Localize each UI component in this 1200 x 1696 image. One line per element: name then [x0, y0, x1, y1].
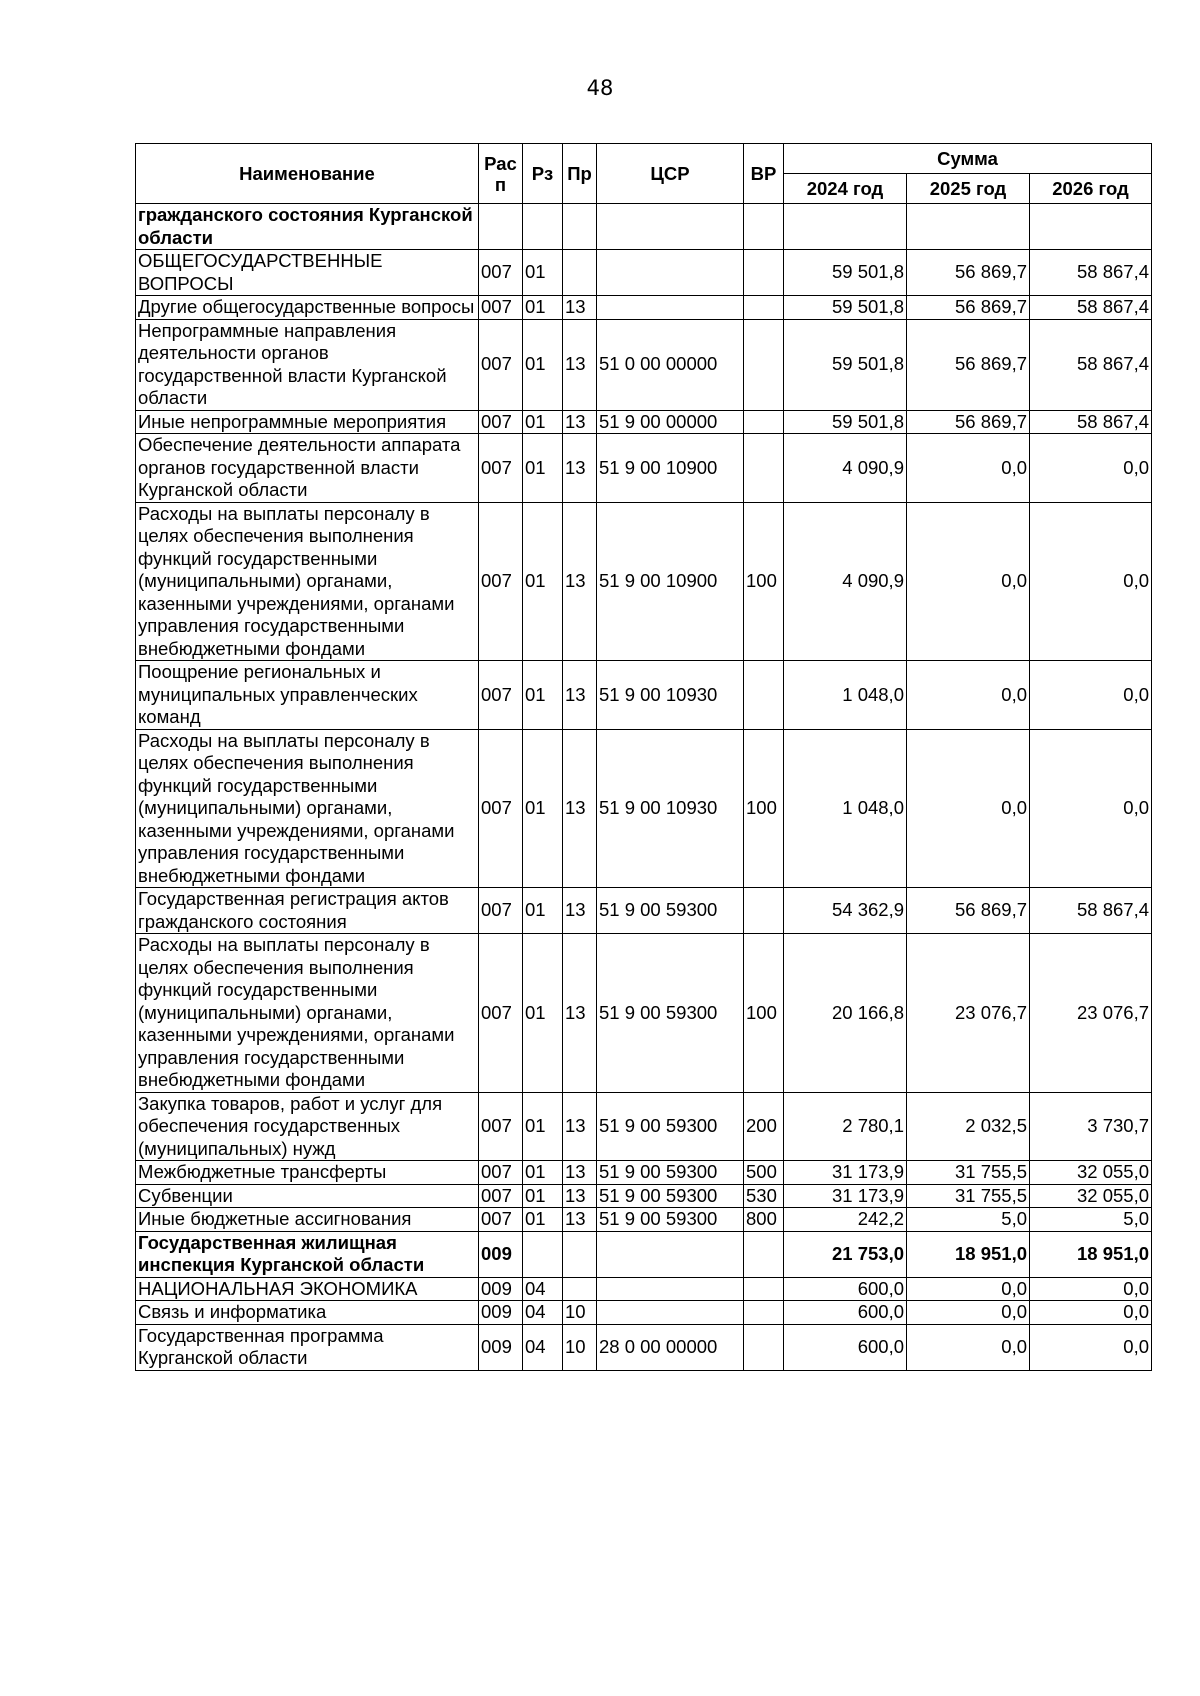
cell-csr: 28 0 00 00000	[597, 1324, 744, 1370]
cell-2025	[907, 204, 1030, 250]
cell-rz	[523, 1231, 563, 1277]
cell-name: Расходы на выплаты персоналу в целях обеспечения выполнения функций государственными (муниципальными) органами, казенными учреждениями, органами управления государственными внебюджетными фондами	[136, 934, 479, 1093]
cell-csr	[597, 1301, 744, 1325]
table-row	[136, 502, 1152, 661]
header-pr: Пр	[563, 144, 597, 204]
cell-csr: 51 0 00 00000	[597, 319, 744, 410]
cell-vr: 800	[744, 1208, 784, 1232]
cell-rasp: 007	[479, 410, 523, 434]
budget-table	[135, 143, 1152, 1371]
header-2024: 2024 год	[784, 174, 907, 204]
cell-2025: 0,0	[907, 729, 1030, 888]
table-row	[136, 434, 1152, 503]
cell-rasp: 009	[479, 1301, 523, 1325]
cell-2025: 18 951,0	[907, 1231, 1030, 1277]
header-csr: ЦСР	[597, 144, 744, 204]
header-rz: Рз	[523, 144, 563, 204]
cell-vr: 100	[744, 502, 784, 661]
cell-csr: 51 9 00 59300	[597, 934, 744, 1093]
table-row	[136, 1184, 1152, 1208]
cell-name: Расходы на выплаты персоналу в целях обеспечения выполнения функций государственными (муниципальными) органами, казенными учреждениями, органами управления государственными внебюджетными фондами	[136, 729, 479, 888]
cell-2026: 58 867,4	[1030, 888, 1152, 934]
cell-csr: 51 9 00 00000	[597, 410, 744, 434]
cell-2025: 56 869,7	[907, 319, 1030, 410]
cell-2024: 21 753,0	[784, 1231, 907, 1277]
cell-vr: 200	[744, 1092, 784, 1161]
cell-name: Поощрение региональных и муниципальных управленческих команд	[136, 661, 479, 730]
cell-2025: 0,0	[907, 1324, 1030, 1370]
cell-pr: 13	[563, 934, 597, 1093]
cell-csr: 51 9 00 10930	[597, 729, 744, 888]
cell-pr: 13	[563, 1161, 597, 1185]
cell-pr: 13	[563, 319, 597, 410]
cell-rasp: 007	[479, 729, 523, 888]
cell-rasp: 007	[479, 1208, 523, 1232]
cell-name: Государственная регистрация актов гражданского состояния	[136, 888, 479, 934]
cell-2024: 4 090,9	[784, 502, 907, 661]
header-rasp	[479, 144, 523, 204]
table-row	[136, 296, 1152, 320]
cell-name: Расходы на выплаты персоналу в целях обеспечения выполнения функций государственными (муниципальными) органами, казенными учреждениями, органами управления государственными внебюджетными фондами	[136, 502, 479, 661]
cell-rasp: 007	[479, 296, 523, 320]
cell-rasp: 007	[479, 1161, 523, 1185]
cell-vr	[744, 250, 784, 296]
table-header	[136, 144, 1152, 204]
cell-rz: 01	[523, 934, 563, 1093]
cell-2026: 58 867,4	[1030, 410, 1152, 434]
cell-rz: 01	[523, 410, 563, 434]
cell-vr	[744, 434, 784, 503]
cell-pr	[563, 204, 597, 250]
cell-2026: 23 076,7	[1030, 934, 1152, 1093]
cell-pr: 10	[563, 1301, 597, 1325]
table-row	[136, 1301, 1152, 1325]
cell-2025: 5,0	[907, 1208, 1030, 1232]
cell-rz: 01	[523, 250, 563, 296]
cell-2026	[1030, 204, 1152, 250]
cell-rasp: 007	[479, 434, 523, 503]
cell-rz: 01	[523, 1208, 563, 1232]
cell-rasp	[479, 204, 523, 250]
cell-rz: 04	[523, 1324, 563, 1370]
cell-csr: 51 9 00 59300	[597, 888, 744, 934]
cell-2024: 1 048,0	[784, 729, 907, 888]
cell-2026: 0,0	[1030, 502, 1152, 661]
cell-name: Иные непрограммные мероприятия	[136, 410, 479, 434]
cell-2024: 20 166,8	[784, 934, 907, 1093]
cell-rasp: 007	[479, 888, 523, 934]
cell-vr	[744, 661, 784, 730]
cell-csr: 51 9 00 59300	[597, 1184, 744, 1208]
cell-2025: 31 755,5	[907, 1184, 1030, 1208]
cell-pr: 13	[563, 296, 597, 320]
cell-2025: 0,0	[907, 1301, 1030, 1325]
cell-rz: 01	[523, 296, 563, 320]
cell-vr	[744, 1231, 784, 1277]
table-row	[136, 410, 1152, 434]
cell-pr: 13	[563, 729, 597, 888]
cell-2024: 600,0	[784, 1324, 907, 1370]
cell-2024: 1 048,0	[784, 661, 907, 730]
cell-2025: 56 869,7	[907, 888, 1030, 934]
cell-name: Закупка товаров, работ и услуг для обеспечения государственных (муниципальных) нужд	[136, 1092, 479, 1161]
header-rasp-line1: Рас	[484, 152, 517, 174]
cell-pr: 13	[563, 1092, 597, 1161]
header-vr: ВР	[744, 144, 784, 204]
header-rasp-line2: п	[494, 173, 507, 195]
cell-2026: 0,0	[1030, 1324, 1152, 1370]
cell-csr: 51 9 00 10930	[597, 661, 744, 730]
cell-name: Государственная программа Курганской области	[136, 1324, 479, 1370]
cell-name: Связь и информатика	[136, 1301, 479, 1325]
cell-csr	[597, 296, 744, 320]
cell-2025: 0,0	[907, 661, 1030, 730]
cell-2025: 2 032,5	[907, 1092, 1030, 1161]
table-row	[136, 888, 1152, 934]
cell-pr: 13	[563, 410, 597, 434]
cell-2026: 0,0	[1030, 434, 1152, 503]
cell-vr	[744, 888, 784, 934]
cell-vr	[744, 1324, 784, 1370]
cell-2026: 58 867,4	[1030, 296, 1152, 320]
cell-csr: 51 9 00 59300	[597, 1161, 744, 1185]
cell-pr: 13	[563, 888, 597, 934]
cell-rz: 01	[523, 888, 563, 934]
cell-2024: 59 501,8	[784, 410, 907, 434]
table-row	[136, 250, 1152, 296]
header-2025: 2025 год	[907, 174, 1030, 204]
cell-vr: 100	[744, 934, 784, 1093]
cell-rz: 01	[523, 434, 563, 503]
cell-2024: 600,0	[784, 1277, 907, 1301]
cell-2024: 4 090,9	[784, 434, 907, 503]
cell-csr: 51 9 00 10900	[597, 502, 744, 661]
cell-pr: 13	[563, 661, 597, 730]
table-row	[136, 661, 1152, 730]
cell-2026: 32 055,0	[1030, 1184, 1152, 1208]
cell-rz: 04	[523, 1277, 563, 1301]
cell-name: Государственная жилищная инспекция Курганской области	[136, 1231, 479, 1277]
cell-2024: 600,0	[784, 1301, 907, 1325]
cell-rz: 01	[523, 502, 563, 661]
table-row	[136, 1092, 1152, 1161]
cell-csr: 51 9 00 10900	[597, 434, 744, 503]
cell-name: Иные бюджетные ассигнования	[136, 1208, 479, 1232]
cell-name: Субвенции	[136, 1184, 479, 1208]
cell-2024: 59 501,8	[784, 296, 907, 320]
cell-rasp: 009	[479, 1231, 523, 1277]
cell-rz: 01	[523, 661, 563, 730]
cell-vr: 100	[744, 729, 784, 888]
cell-vr	[744, 1301, 784, 1325]
table-row	[136, 204, 1152, 250]
cell-2025: 0,0	[907, 1277, 1030, 1301]
cell-2026: 58 867,4	[1030, 250, 1152, 296]
cell-2025: 31 755,5	[907, 1161, 1030, 1185]
cell-pr: 13	[563, 502, 597, 661]
cell-vr	[744, 1277, 784, 1301]
cell-2024: 31 173,9	[784, 1184, 907, 1208]
cell-2024: 59 501,8	[784, 319, 907, 410]
cell-2026: 0,0	[1030, 729, 1152, 888]
header-2026: 2026 год	[1030, 174, 1152, 204]
table-body	[136, 204, 1152, 1371]
cell-rasp: 007	[479, 502, 523, 661]
cell-pr: 10	[563, 1324, 597, 1370]
header-name: Наименование	[136, 144, 479, 204]
table-row	[136, 1277, 1152, 1301]
cell-rasp: 007	[479, 934, 523, 1093]
cell-name: Обеспечение деятельности аппарата органов государственной власти Курганской области	[136, 434, 479, 503]
cell-2026: 32 055,0	[1030, 1161, 1152, 1185]
cell-pr	[563, 250, 597, 296]
table-row	[136, 934, 1152, 1093]
cell-rz: 01	[523, 1092, 563, 1161]
cell-vr: 530	[744, 1184, 784, 1208]
cell-2025: 23 076,7	[907, 934, 1030, 1093]
cell-rz: 01	[523, 1184, 563, 1208]
cell-2025: 56 869,7	[907, 250, 1030, 296]
cell-2024: 31 173,9	[784, 1161, 907, 1185]
cell-name: Другие общегосударственные вопросы	[136, 296, 479, 320]
cell-rasp: 007	[479, 661, 523, 730]
cell-2026: 0,0	[1030, 661, 1152, 730]
cell-rasp: 007	[479, 250, 523, 296]
cell-csr	[597, 250, 744, 296]
cell-name: Межбюджетные трансферты	[136, 1161, 479, 1185]
cell-csr	[597, 1277, 744, 1301]
cell-2025: 0,0	[907, 434, 1030, 503]
cell-rasp: 007	[479, 1092, 523, 1161]
cell-pr: 13	[563, 1184, 597, 1208]
cell-csr: 51 9 00 59300	[597, 1208, 744, 1232]
cell-2024	[784, 204, 907, 250]
cell-pr	[563, 1231, 597, 1277]
table-row	[136, 1161, 1152, 1185]
cell-2026: 18 951,0	[1030, 1231, 1152, 1277]
cell-2026: 58 867,4	[1030, 319, 1152, 410]
cell-pr	[563, 1277, 597, 1301]
cell-rz	[523, 204, 563, 250]
cell-vr: 500	[744, 1161, 784, 1185]
cell-rz: 01	[523, 729, 563, 888]
cell-rasp: 009	[479, 1277, 523, 1301]
cell-rasp: 007	[479, 319, 523, 410]
cell-2026: 5,0	[1030, 1208, 1152, 1232]
cell-2026: 0,0	[1030, 1301, 1152, 1325]
cell-2025: 56 869,7	[907, 410, 1030, 434]
cell-rz: 01	[523, 1161, 563, 1185]
page-number: 48	[586, 76, 614, 100]
cell-pr: 13	[563, 1208, 597, 1232]
table-row	[136, 729, 1152, 888]
cell-name: НАЦИОНАЛЬНАЯ ЭКОНОМИКА	[136, 1277, 479, 1301]
cell-vr	[744, 410, 784, 434]
cell-rz: 01	[523, 319, 563, 410]
cell-csr: 51 9 00 59300	[597, 1092, 744, 1161]
table-row	[136, 319, 1152, 410]
cell-2025: 56 869,7	[907, 296, 1030, 320]
table-row	[136, 1208, 1152, 1232]
cell-csr	[597, 1231, 744, 1277]
cell-2024: 54 362,9	[784, 888, 907, 934]
cell-vr	[744, 296, 784, 320]
header-sum: Сумма	[784, 144, 1152, 174]
cell-vr	[744, 204, 784, 250]
cell-csr	[597, 204, 744, 250]
cell-rasp: 009	[479, 1324, 523, 1370]
table-row	[136, 1231, 1152, 1277]
cell-rz: 04	[523, 1301, 563, 1325]
cell-name: гражданского состояния Курганской области	[136, 204, 479, 250]
cell-2024: 242,2	[784, 1208, 907, 1232]
cell-2024: 2 780,1	[784, 1092, 907, 1161]
cell-pr: 13	[563, 434, 597, 503]
cell-name: Непрограммные направления деятельности органов государственной власти Курганской области	[136, 319, 479, 410]
cell-name: ОБЩЕГОСУДАРСТВЕННЫЕ ВОПРОСЫ	[136, 250, 479, 296]
cell-rasp: 007	[479, 1184, 523, 1208]
cell-vr	[744, 319, 784, 410]
cell-2026: 0,0	[1030, 1277, 1152, 1301]
cell-2025: 0,0	[907, 502, 1030, 661]
table-row	[136, 1324, 1152, 1370]
cell-2026: 3 730,7	[1030, 1092, 1152, 1161]
cell-2024: 59 501,8	[784, 250, 907, 296]
